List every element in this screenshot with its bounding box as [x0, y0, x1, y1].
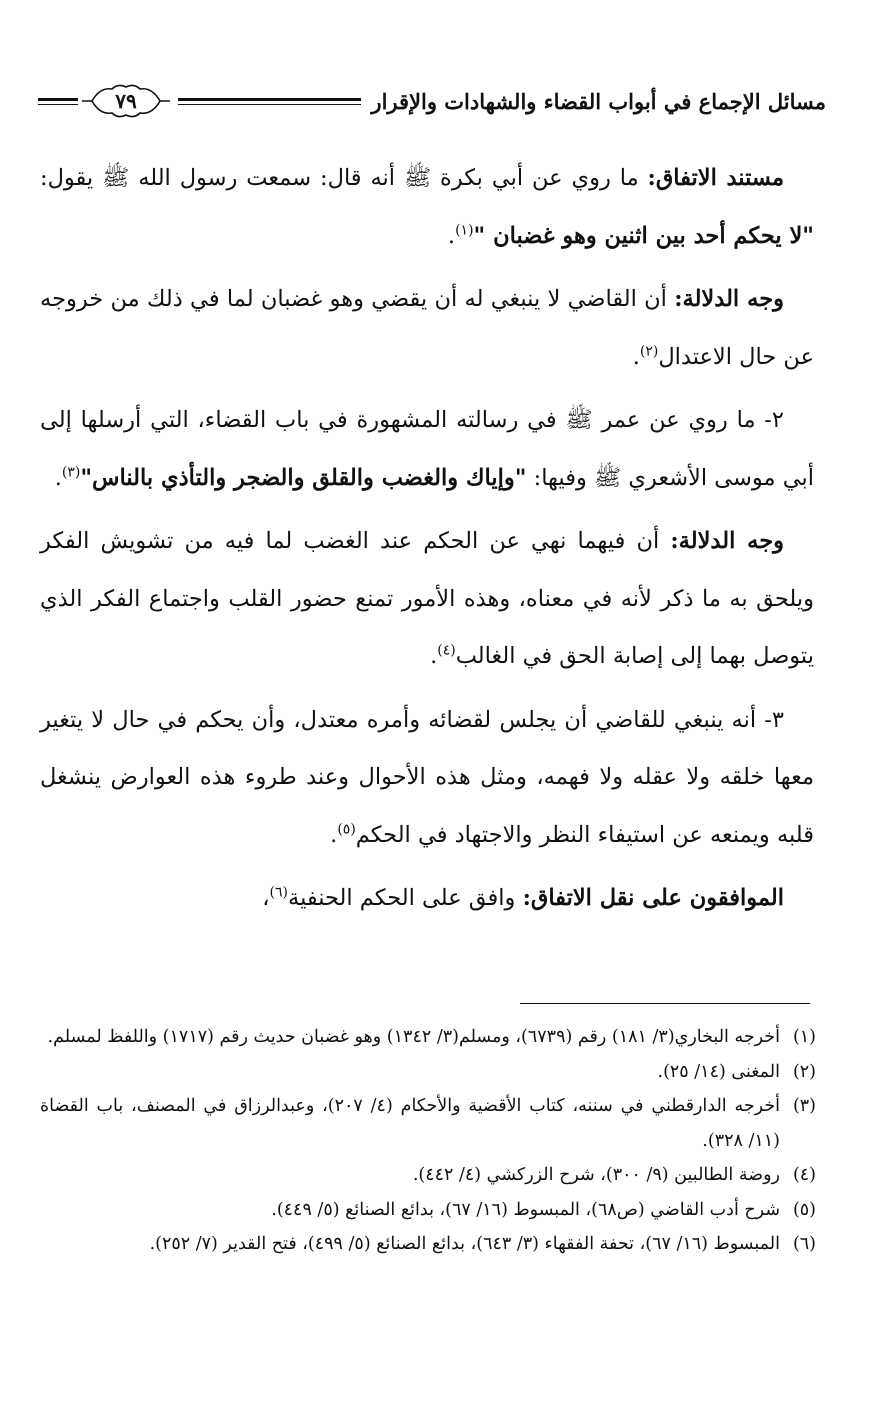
p6-end: ،	[262, 885, 270, 911]
header-rule	[178, 98, 361, 105]
p4-text: أن فيهما نهي عن الحكم عند الغضب لما فيه من تشويش الفكر ويلحق به ما ذكر لأنه في معناه، وهذه الأمور تمنع حضور القلب واجتماع الفكر الذي يتوصل بهما إلى إصابة الحق في الغالب	[40, 528, 814, 669]
footnote-number: (٥)	[792, 1199, 816, 1220]
footnote-number: (٤)	[792, 1165, 816, 1185]
footnote-text: روضة الطالبين (٩/ ٣٠٠)، شرح الزركشي (٤/ ٤٤٢).	[412, 1165, 780, 1185]
footnote-1	[40, 1020, 816, 1055]
p4-end: .	[430, 643, 438, 669]
hadith-quote: "لا يحكم أحد بين اثنين وهو غضبان "	[473, 222, 814, 249]
footnote-separator	[520, 1003, 810, 1004]
running-header	[38, 72, 826, 130]
footnote-text: أخرجه البخاري(٣/ ١٨١) رقم (٦٧٣٩)، ومسلم(٣/ ١٣٤٢) وهو غضبان حديث رقم (١٧١٧) واللفظ لمسلم.	[47, 1027, 780, 1047]
footnote-text: شرح أدب القاضي (ص٦٨)، المبسوط (١٦/ ٦٧)، بدائع الصنائع (٥/ ٤٤٩).	[271, 1199, 780, 1220]
paragraph-6	[40, 870, 814, 928]
footnote-number: (٦)	[792, 1234, 816, 1254]
footnote-ref-4: (٤)	[437, 642, 456, 659]
footnote-6	[40, 1227, 816, 1262]
footnote-ref-6: (٦)	[269, 884, 288, 901]
paragraph-5	[40, 692, 814, 865]
label-evidence: وجه الدلالة:	[674, 286, 784, 312]
p5-text: ٣- أنه ينبغي للقاضي أن يجلس لقضائه وأمره معتدل، وأن يحكم في حال لا يتغير معها خلقه ولا عقله ولا فهمه، ومثل هذه الأحوال وعند طروء هذه العوارض ينشغل قلبه ويمنعه عن استيفاء النظر والاجتهاد في الحكم	[40, 706, 814, 848]
header-title: مسائل الإجماع في أبواب القضاء والشهادات والإقرار	[371, 88, 826, 114]
paragraph-4	[40, 513, 814, 686]
p1-text: ما روي عن أبي بكرة ﷺ أنه قال: سمعت رسول الله ﷺ يقول:	[40, 165, 648, 191]
page-number-ornament	[78, 81, 174, 121]
p2-text: أن القاضي لا ينبغي له أن يقضي وهو غضبان لما في ذلك من خروجه عن حال الاعتدال	[40, 286, 814, 370]
header-rule-left	[38, 98, 78, 105]
page-number: ٧٩	[115, 89, 137, 113]
label-evidence-2: وجه الدلالة:	[670, 528, 784, 554]
label-agreeing: الموافقون على نقل الاتفاق:	[522, 885, 784, 911]
footnotes	[40, 1020, 816, 1262]
paragraph-1	[40, 150, 814, 265]
footnote-ref-1: (١)	[455, 222, 474, 238]
main-text	[40, 150, 814, 934]
footnote-text: المغنى (١٤/ ٢٥).	[657, 1061, 780, 1082]
footnote-number: (١)	[792, 1027, 816, 1047]
p1-end: .	[447, 222, 456, 249]
paragraph-3	[40, 392, 814, 507]
paragraph-2	[40, 271, 814, 386]
footnote-ref-5: (٥)	[337, 821, 356, 837]
footnote-text: أخرجه الدارقطني في سننه، كتاب الأقضية والأحكام (٤/ ٢٠٧)، وعبدالرزاق في المصنف، باب القضاة (١١/ ٣٢٨).	[40, 1096, 781, 1151]
footnote-2	[40, 1055, 816, 1090]
footnote-4	[40, 1158, 816, 1193]
footnote-ref-3: (٣)	[61, 464, 81, 480]
p5-end: .	[330, 821, 338, 848]
footnote-number: (٢)	[792, 1061, 816, 1082]
p3-end: .	[54, 464, 62, 491]
p6-text: وافق على الحكم الحنفية	[288, 885, 523, 911]
footnote-number: (٣)	[792, 1096, 816, 1116]
label-basis: مستند الاتفاق:	[647, 165, 784, 191]
umar-quote: "وإياك والغضب والقلق والضجر والتأذي بالناس"	[80, 464, 527, 491]
footnote-text: المبسوط (١٦/ ٦٧)، تحفة الفقهاء (٣/ ٦٤٣)، بدائع الصنائع (٥/ ٤٩٩)، فتح القدير (٧/ ٢٥٢).	[149, 1234, 780, 1254]
footnote-5	[40, 1193, 816, 1228]
p3-text: ٢- ما روي عن عمر ﷺ في رسالته المشهورة في باب القضاء، التي أرسلها إلى أبي موسى الأشعري ﷺ وفيها:	[40, 407, 814, 491]
p2-end: .	[632, 343, 640, 370]
footnote-ref-2: (٢)	[639, 343, 659, 359]
footnote-3	[40, 1089, 816, 1158]
